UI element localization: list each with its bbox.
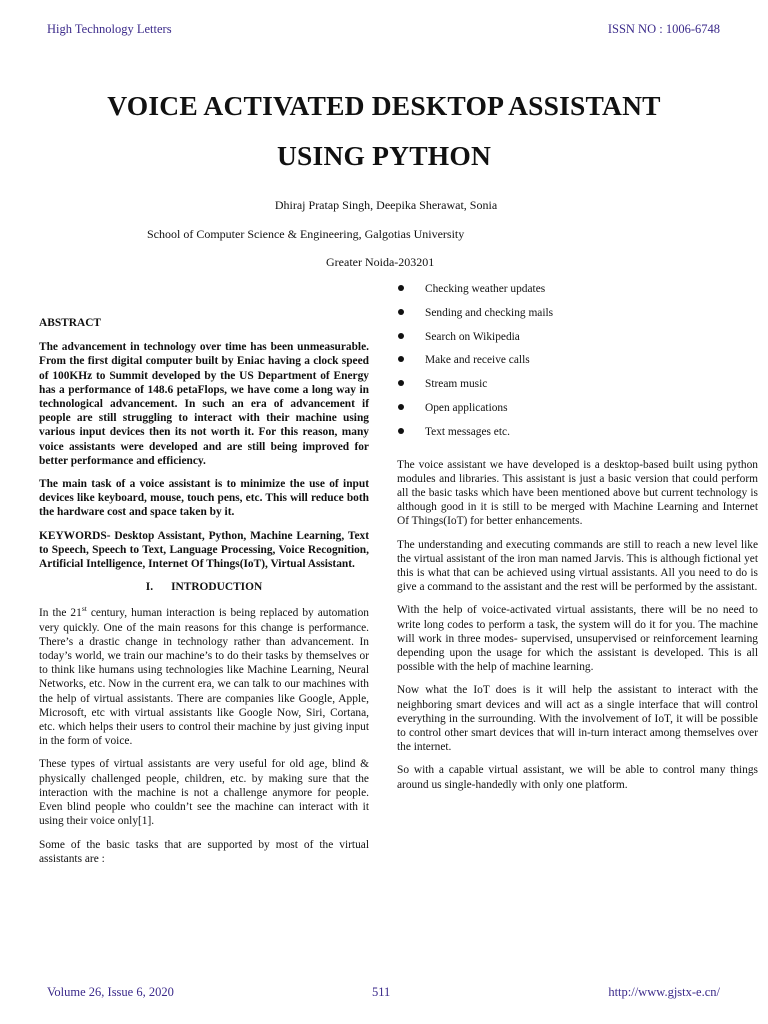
bullet-icon [398, 428, 404, 434]
journal-name: High Technology Letters [47, 22, 172, 36]
paper-title-line-1: VOICE ACTIVATED DESKTOP ASSISTANT [107, 90, 661, 121]
abstract-paragraph-1: The advancement in technology over time has been unmeasurable. From the first digital computer built by Eniac having a clock speed of 100KHz to Summit developed by the US Department of Energy has a performance of 148.6 petaFlops, we have come a long way in technological advancement. In such an era of advancement if people are still struggling to interact with their machine using various input devices then its not worth it. For this reason, many voice assistants were developed and are still being improved for better performance and efficiency. [39, 341, 369, 467]
body-paragraph: The voice assistant we have developed is a desktop-based built using python modules and libraries. This assistant is just a basic version that could perform all the basic tasks which have been mentioned above but current technology is although good in it is still to be merged with Machine Learning and Internet Of Things(IoT) for better enhancements. [397, 458, 758, 528]
list-item [397, 353, 758, 377]
list-item-text: Open applications [425, 401, 508, 414]
volume-info: Volume 26, Issue 6, 2020 [47, 985, 174, 999]
left-column [39, 316, 369, 875]
list-item-text: Make and receive calls [425, 354, 530, 367]
author-list [0, 198, 768, 213]
journal-url-link[interactable]: http://www.gjstx-e.cn/ [608, 985, 720, 999]
body-paragraph: With the help of voice-activated virtual assistants, there will be no need to write long codes to perform a task, the system will do it for you. The machine will work in three modes- supervised, unsupervised or reinforcement learning depending upon the usage for which the assistant is developed. This is all possible with the help of machine learning. [397, 604, 758, 674]
list-item-text: Sending and checking mails [425, 306, 554, 319]
body-paragraph: The understanding and executing commands are still to reach a new level like the virtual assistant of the iron man named Jarvis. This is although fictional yet this is what that can be achieved using virtual assistants. All you need to do is give a command to the assistant and the rest will be performed by the assistant. [397, 538, 758, 594]
intro-paragraph-1 [39, 606, 369, 748]
list-item [397, 377, 758, 401]
location: Greater Noida-203201 [326, 255, 435, 269]
list-item-text: Search on Wikipedia [425, 330, 520, 343]
keywords: KEYWORDS- Desktop Assistant, Python, Machine Learning, Text to Speech, Speech to Text, Language Processing, Voice Recognition, Artificial Intelligence, Internet Of Things(IoT), Virtual Assistant. [39, 529, 369, 571]
ordinal-suffix: st [81, 604, 87, 614]
list-item-text: Stream music [425, 378, 488, 391]
intro-paragraph-3: Some of the basic tasks that are supported by most of the virtual assistants are : [39, 838, 369, 865]
page-number: 511 [372, 985, 391, 999]
bullet-icon [398, 285, 404, 291]
intro-text: In the 21 [39, 607, 82, 620]
issn-number: ISSN NO : 1006-6748 [607, 22, 720, 36]
section-number: I. [145, 581, 154, 594]
abstract-paragraph-2: The main task of a voice assistant is to minimize the use of input devices like keyboard, mouse, touch pens, etc. This will reduce both the hardware cost and space taken by it. [39, 478, 369, 519]
bullet-icon [398, 356, 404, 362]
intro-text: century, human interaction is being replaced by automation very quickly. One of the main reasons for this change is performance. There’s a drastic change in technology rather than advancement. In today’s world, we train our machine’s to do their tasks by themselves or to think like humans using technologies like Machine Learning, Neural Networks, etc. Now in the current era, we can talk to our machines with the help of virtual assistants. There are companies like Google, Apple, Microsoft, etc with virtual assistants like Google Now, Siri, Cortana, etc. which helps their users to control their machine by just giving input in the form of voice. [39, 607, 369, 748]
intro-paragraph-2: These types of virtual assistants are very useful for old age, blind & physically challenged people, children, etc. by making sure that the interaction with the machine is not a challenge anymore for people. Even blind people who couldn’t see the machine can interact with it using their voice only[1]. [39, 758, 369, 828]
right-column [397, 282, 758, 801]
list-item-text: Text messages etc. [425, 425, 510, 438]
list-item [397, 282, 758, 306]
bullet-icon [398, 333, 404, 339]
abstract-heading: ABSTRACT [39, 317, 102, 329]
list-item [397, 401, 758, 425]
author-names: Dhiraj Pratap Singh, Deepika Sherawat, Sonia [274, 198, 498, 212]
bullet-icon [398, 404, 404, 410]
paper-title-line-2: USING PYTHON [276, 140, 492, 171]
bullet-icon [398, 380, 404, 386]
list-item-text: Checking weather updates [425, 283, 546, 295]
list-item [397, 330, 758, 354]
section-heading-introduction [39, 580, 369, 594]
affiliation: School of Computer Science & Engineering, Galgotias University [147, 227, 465, 241]
body-paragraph: So with a capable virtual assistant, we will be able to control many things around us single-handedly with only one platform. [397, 764, 758, 791]
list-item [397, 425, 758, 449]
bullet-icon [398, 309, 404, 315]
section-title: INTRODUCTION [171, 581, 263, 594]
task-list [397, 282, 758, 449]
list-item [397, 306, 758, 330]
body-paragraph: Now what the IoT does is it will help the assistant to interact with the neighboring smart devices and will act as a single interface that will control everything in the surrounding. With the involvement of IoT, it will be possible to control other smart devices that will in-turn interact among themselves over the internet. [397, 684, 758, 754]
